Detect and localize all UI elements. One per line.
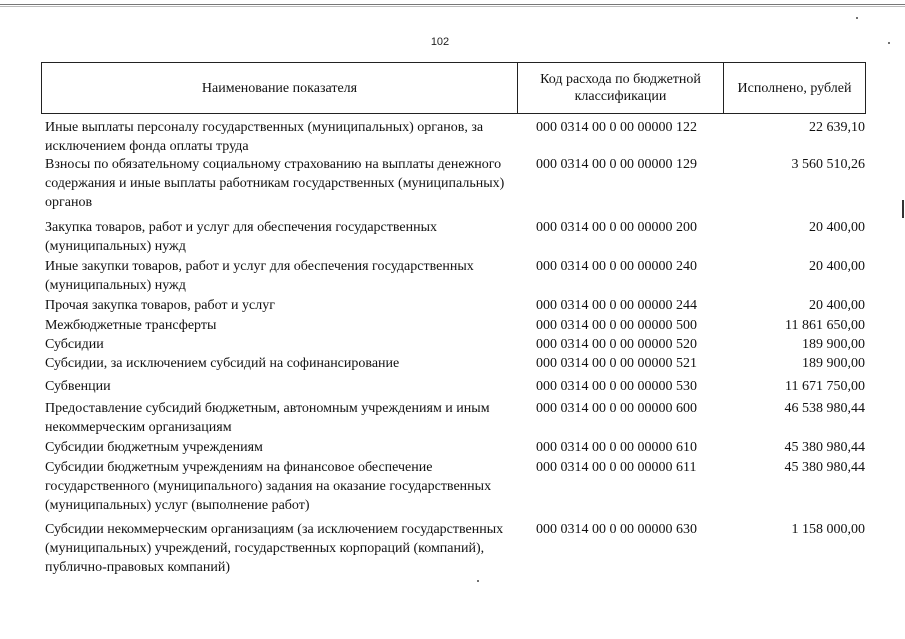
row-code: 000 0314 00 0 00 00000 240 [536, 259, 697, 274]
row-amount: 20 400,00 [809, 259, 865, 274]
row-amount: 11 861 650,00 [785, 318, 865, 333]
scan-top-border [0, 4, 905, 5]
row-name: Субсидии, за исключением субсидий на софинансирование [45, 356, 400, 371]
row-amount: 20 400,00 [809, 298, 865, 313]
row-amount: 189 900,00 [802, 337, 865, 352]
header-name: Наименование показателя [42, 63, 518, 113]
row-name: Субсидии некоммерческим организациям (за исключением государственных (муниципальных) учреждений, государственных корпораций (компаний), публично-правовых компаний) [45, 522, 504, 575]
row-code: 000 0314 00 0 00 00000 500 [536, 318, 697, 333]
row-code: 000 0314 00 0 00 00000 530 [536, 379, 697, 394]
row-amount: 1 158 000,00 [791, 522, 865, 537]
row-code: 000 0314 00 0 00 00000 122 [536, 120, 697, 135]
row-name: Прочая закупка товаров, работ и услуг [45, 298, 275, 313]
scan-top-border-shadow [0, 6, 905, 7]
row-name: Закупка товаров, работ и услуг для обеспечения государственных (муниципальных) нужд [45, 220, 438, 254]
row-name: Субсидии бюджетным учреждениям на финансовое обеспечение государственного (муниципального) задания на оказание государственных (муниципальных) услуг (выполнение работ) [45, 460, 492, 513]
header-code: Код расхода по бюджетной классификации [518, 63, 724, 113]
row-code: 000 0314 00 0 00 00000 630 [536, 522, 697, 537]
row-name: Взносы по обязательному социальному страхованию на выплаты денежного содержания и иные выплаты работникам государственных (муниципальных) органов [45, 157, 505, 210]
row-name: Предоставление субсидий бюджетным, автономным учреждениям и иным некоммерческим организациям [45, 401, 490, 435]
row-name: Субвенции [45, 379, 111, 394]
row-name: Субсидии [45, 337, 104, 352]
row-amount: 45 380 980,44 [784, 440, 865, 455]
row-code: 000 0314 00 0 00 00000 244 [536, 298, 697, 313]
scan-speck [477, 580, 479, 582]
row-name: Иные выплаты персоналу государственных (муниципальных) органов, за исключением фонда оплаты труда [45, 120, 484, 154]
row-amount: 189 900,00 [802, 356, 865, 371]
row-code: 000 0314 00 0 00 00000 520 [536, 337, 697, 352]
scan-edge-mark [902, 200, 904, 218]
table-header [41, 62, 866, 114]
row-amount: 20 400,00 [809, 220, 865, 235]
row-amount: 45 380 980,44 [784, 460, 865, 475]
scan-speck [888, 42, 890, 44]
row-amount: 3 560 510,26 [791, 157, 865, 172]
row-amount: 22 639,10 [809, 120, 865, 135]
row-code: 000 0314 00 0 00 00000 610 [536, 440, 697, 455]
row-code: 000 0314 00 0 00 00000 200 [536, 220, 697, 235]
page-number: 102 [430, 36, 450, 48]
row-amount: 46 538 980,44 [784, 401, 865, 416]
row-code: 000 0314 00 0 00 00000 600 [536, 401, 697, 416]
row-name: Субсидии бюджетным учреждениям [45, 440, 263, 455]
row-name: Межбюджетные трансферты [45, 318, 217, 333]
row-code: 000 0314 00 0 00 00000 611 [536, 460, 697, 475]
row-code: 000 0314 00 0 00 00000 521 [536, 356, 697, 371]
scan-speck [856, 17, 858, 19]
row-name: Иные закупки товаров, работ и услуг для обеспечения государственных (муниципальных) нужд [45, 259, 474, 293]
row-amount: 11 671 750,00 [785, 379, 865, 394]
row-code: 000 0314 00 0 00 00000 129 [536, 157, 697, 172]
header-amount: Исполнено, рублей [737, 80, 852, 96]
